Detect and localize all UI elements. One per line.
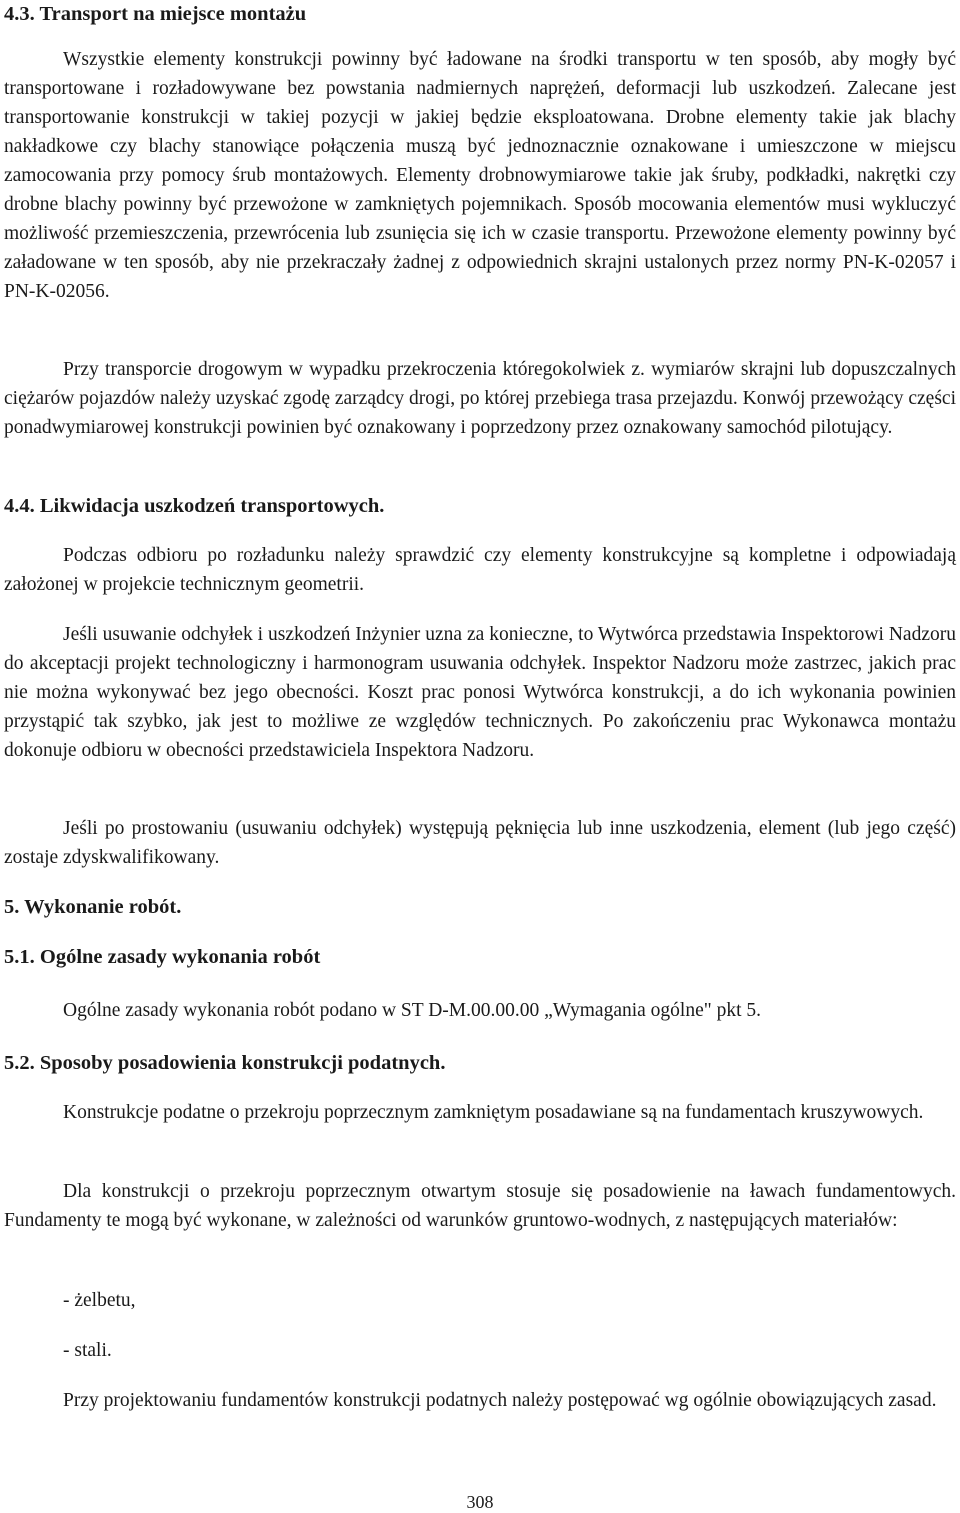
section-4-3-paragraph-2 [4,355,956,442]
section-heading-4-4: 4.4. Likwidacja uszkodzeń transportowych. [4,495,385,517]
list-item: - stali. [63,1340,112,1361]
section-heading-4-3: 4.3. Transport na miejsce montażu [4,3,307,25]
paragraph-text: Przy transporcie drogowym w wypadku przekroczenia któregokolwiek z. wymiarów skrajni lub dopuszczalnych ciężarów pojazdów należy uzyskać zgodę zarządcy drogi, po której przebiega trasa przejazdu. Konwój przewożący części ponadwymiarowej konstrukcji powinien być oznakowany i poprzedzony przez oznakowany samochód pilotujący. [4,359,956,438]
paragraph-text: Wszystkie elementy konstrukcji powinny być ładowane na środki transportu w ten sposób, aby mogły być transportowane i rozładowywane bez powstania nadmiernych naprężeń, deformacji lub uszkodzeń. Zalecane jest transportowanie konstrukcji w takiej pozycji w jakiej będzie eksploatowana. Drobne elementy takie jak blachy nakładkowe czy blachy stanowiące połączenia muszą być jednoznacznie oznakowane i umieszczone w miejscu zamocowania przy pomocy śrub montażowych. Elementy drobnowymiarowe takie jak śruby, podkładki, nakrętki czy drobne blachy powinny być przewożone w zamkniętych pojemnikach. Sposób mocowania elementów musi wykluczyć możliwość przemieszczenia, przewrócenia lub zsunięcia się ich w czasie transportu. Przewożone elementy powinny być załadowane w ten sposób, aby nie przekraczały żadnej z odpowiednich skrajni ustalonych przez normy PN-K-02057 i PN-K-02056. [4,49,956,302]
paragraph-text: Podczas odbioru po rozładunku należy sprawdzić czy elementy konstrukcyjne są kompletne i odpowiadają założonej w projekcie technicznym geometrii. [4,545,956,595]
list-item: - żelbetu, [63,1290,136,1311]
section-4-4-paragraph-2 [4,620,956,765]
section-5-2-closing-paragraph [4,1386,956,1415]
paragraph-text: Jeśli usuwanie odchyłek i uszkodzeń Inżynier uzna za konieczne, to Wytwórca przedstawia Inspektorowi Nadzoru do akceptacji projekt technologiczny i harmonogram usuwania odchyłek. Inspektor Nadzoru może zastrzec, jakich prac nie można wykonywać bez jego obecności. Koszt prac ponosi Wytwórca konstrukcji, a do ich wykonania powinien przystąpić tak szybko, jak jest to możliwe ze względów technicznych. Po zakończeniu prac Wykonawca montażu dokonuje odbioru w obecności przedstawiciela Inspektora Nadzoru. [4,624,956,761]
section-4-3-paragraph-1 [4,45,956,306]
section-4-4-paragraph-1 [4,541,956,599]
page-number: 308 [466,1492,494,1512]
section-5-2-paragraph-2 [4,1177,956,1235]
paragraph-text: Ogólne zasady wykonania robót podano w ST D-M.00.00.00 „Wymagania ogólne" pkt 5. [63,1000,762,1021]
section-heading-5-1: 5.1. Ogólne zasady wykonania robót [4,946,321,968]
paragraph-text: Konstrukcje podatne o przekroju poprzecznym zamkniętym posadawiane są na fundamentach kruszywowych. [63,1102,924,1123]
section-5-2-paragraph-1 [4,1098,956,1127]
paragraph-text: Dla konstrukcji o przekroju poprzecznym otwartym stosuje się posadowienie na ławach fundamentowych. Fundamenty te mogą być wykonane, w zależności od warunków gruntowo-wodnych, z następujących materiałów: [4,1181,956,1231]
paragraph-text: Jeśli po prostowaniu (usuwaniu odchyłek) występują pęknięcia lub inne uszkodzenia, element (lub jego część) zostaje zdyskwalifikowany. [4,818,956,868]
section-4-4-paragraph-3 [4,814,956,872]
section-heading-5-2: 5.2. Sposoby posadowienia konstrukcji podatnych. [4,1052,446,1074]
section-heading-5: 5. Wykonanie robót. [4,896,182,918]
section-5-1-paragraph-1 [4,996,956,1025]
paragraph-text: Przy projektowaniu fundamentów konstrukcji podatnych należy postępować wg ogólnie obowiązujących zasad. [63,1390,937,1411]
